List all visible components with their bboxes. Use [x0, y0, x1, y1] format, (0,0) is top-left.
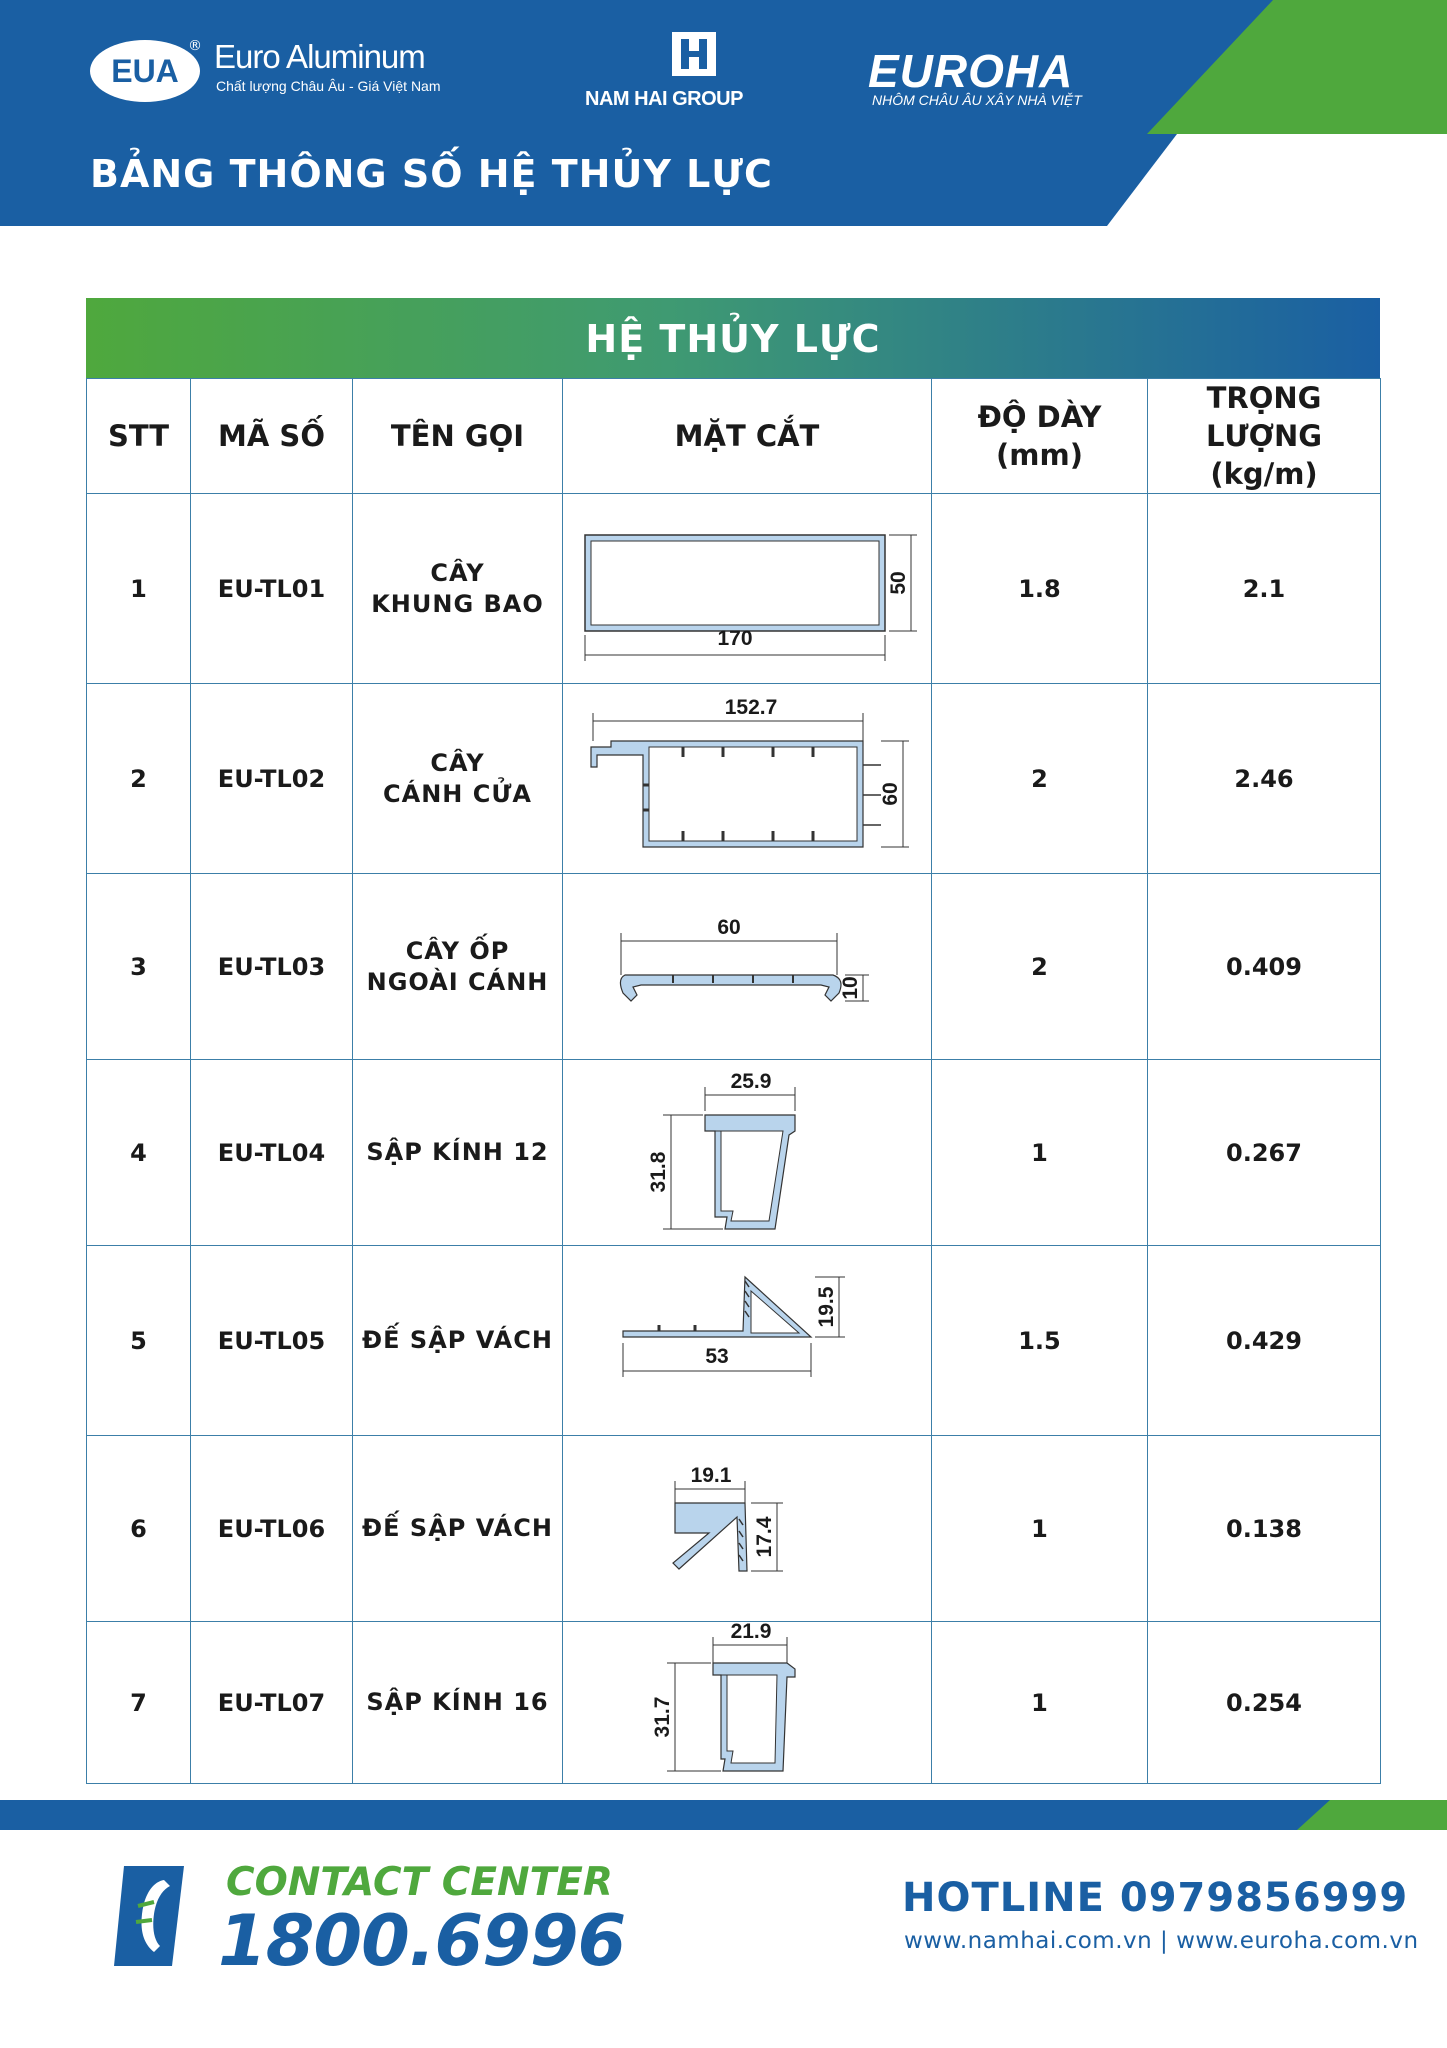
cell-weight: 0.254 — [1148, 1622, 1381, 1784]
cell-section-drawing — [563, 494, 932, 684]
table-row — [87, 1622, 1381, 1784]
dim-height: 31.8 — [647, 1151, 670, 1192]
eua-registered-mark: ® — [188, 38, 202, 54]
cell-weight: 0.138 — [1148, 1436, 1381, 1622]
header-stt: STT — [87, 379, 191, 494]
cell-section-drawing — [563, 1436, 932, 1622]
cell-section-drawing — [563, 684, 932, 874]
cell-name: SẬP KÍNH 12 — [353, 1060, 563, 1246]
header-section: MẶT CẮT — [563, 379, 932, 494]
dim-width: 152.7 — [724, 695, 778, 719]
dim-height: 10 — [839, 975, 862, 1000]
cell-code: EU-TL07 — [191, 1622, 353, 1784]
cell-thickness: 1 — [932, 1060, 1148, 1246]
cell-code: EU-TL02 — [191, 684, 353, 874]
cell-thickness: 1 — [932, 1622, 1148, 1784]
dim-height: 19.5 — [815, 1286, 838, 1327]
header-code: MÃ SỐ — [191, 379, 353, 494]
cell-code: EU-TL01 — [191, 494, 353, 684]
cell-thickness: 2 — [932, 874, 1148, 1060]
header-weight: TRỌNG LƯỢNG (kg/m) — [1148, 379, 1381, 494]
page-title: BẢNG THÔNG SỐ HỆ THỦY LỰC — [90, 152, 773, 196]
cell-weight: 0.267 — [1148, 1060, 1381, 1246]
profile-eu-tl02-drawing — [563, 685, 932, 873]
cell-name: SẬP KÍNH 16 — [353, 1622, 563, 1784]
cell-thickness: 2 — [932, 684, 1148, 874]
cell-thickness: 1.8 — [932, 494, 1148, 684]
cell-section-drawing — [563, 1622, 932, 1784]
cell-stt: 7 — [87, 1622, 191, 1784]
dim-width: 19.1 — [690, 1463, 732, 1487]
cell-name: CÂY KHUNG BAO — [353, 494, 563, 684]
cell-name: ĐẾ SẬP VÁCH — [353, 1246, 563, 1436]
table-row — [87, 874, 1381, 1060]
header-thickness: ĐỘ DÀY (mm) — [932, 379, 1148, 494]
euroha-logo-subtitle: NHÔM CHÂU ÂU XÂY NHÀ VIỆT — [872, 92, 1082, 108]
cell-name: CÂY CÁNH CỬA — [353, 684, 563, 874]
dim-height: 60 — [879, 781, 902, 806]
header-name: TÊN GỌI — [353, 379, 563, 494]
profile-eu-tl01-drawing — [563, 495, 932, 683]
dim-width: 170 — [717, 626, 753, 650]
euroha-logo-text: EUROHA — [868, 45, 1074, 97]
dim-height: 17.4 — [753, 1516, 776, 1557]
header-green-accent — [1147, 0, 1447, 134]
table-row — [87, 494, 1381, 684]
hotline-number[interactable]: HOTLINE 0979856999 — [902, 1875, 1409, 1921]
profile-eu-tl04-drawing — [563, 1061, 932, 1245]
contact-center-number[interactable]: 1800.6996 — [218, 1900, 626, 1982]
cell-stt: 5 — [87, 1246, 191, 1436]
table-title: HỆ THỦY LỰC — [86, 298, 1380, 378]
namhai-logo-text: NAM HAI GROUP — [585, 88, 743, 110]
dim-height: 31.7 — [651, 1696, 674, 1737]
dim-width: 60 — [717, 915, 741, 939]
spec-table — [86, 298, 1380, 1784]
cell-weight: 2.46 — [1148, 684, 1381, 874]
cell-name: ĐẾ SẬP VÁCH — [353, 1436, 563, 1622]
phone-icon — [114, 1866, 184, 1966]
dim-width: 25.9 — [730, 1069, 772, 1093]
cell-stt: 3 — [87, 874, 191, 1060]
cell-weight: 2.1 — [1148, 494, 1381, 684]
cell-code: EU-TL03 — [191, 874, 353, 1060]
footer-bar — [0, 1800, 1447, 1830]
cell-name: CÂY ỐP NGOÀI CÁNH — [353, 874, 563, 1060]
cell-weight: 0.429 — [1148, 1246, 1381, 1436]
eua-logo-subtitle: Chất lượng Châu Âu - Giá Việt Nam — [216, 78, 441, 94]
table-header-row — [87, 379, 1381, 494]
cell-thickness: 1.5 — [932, 1246, 1148, 1436]
dim-width: 21.9 — [730, 1622, 772, 1643]
dim-width: 53 — [705, 1344, 729, 1368]
cell-stt: 2 — [87, 684, 191, 874]
table-row — [87, 1436, 1381, 1622]
eua-logo: EUA — [90, 40, 200, 102]
cell-weight: 0.409 — [1148, 874, 1381, 1060]
contact-center-label: CONTACT CENTER — [226, 1860, 613, 1905]
eua-logo-title: Euro Aluminum — [214, 38, 425, 75]
profile-eu-tl03-drawing — [563, 875, 932, 1059]
website-links[interactable]: www.namhai.com.vn | www.euroha.com.vn — [904, 1928, 1419, 1954]
header-banner — [0, 0, 1447, 226]
profile-eu-tl06-drawing — [563, 1437, 932, 1621]
profile-eu-tl07-drawing — [563, 1623, 932, 1783]
cell-stt: 4 — [87, 1060, 191, 1246]
table-row — [87, 1246, 1381, 1436]
cell-code: EU-TL06 — [191, 1436, 353, 1622]
cell-code: EU-TL05 — [191, 1246, 353, 1436]
cell-section-drawing — [563, 874, 932, 1060]
cell-section-drawing — [563, 1246, 932, 1436]
table-row — [87, 684, 1381, 874]
profile-eu-tl05-drawing — [563, 1247, 932, 1435]
cell-section-drawing — [563, 1060, 932, 1246]
cell-stt: 1 — [87, 494, 191, 684]
cell-thickness: 1 — [932, 1436, 1148, 1622]
cell-code: EU-TL04 — [191, 1060, 353, 1246]
footer-green-accent — [1297, 1800, 1447, 1830]
table-row — [87, 1060, 1381, 1246]
namhai-logo-icon — [670, 30, 718, 78]
dim-height: 50 — [887, 570, 910, 595]
cell-stt: 6 — [87, 1436, 191, 1622]
